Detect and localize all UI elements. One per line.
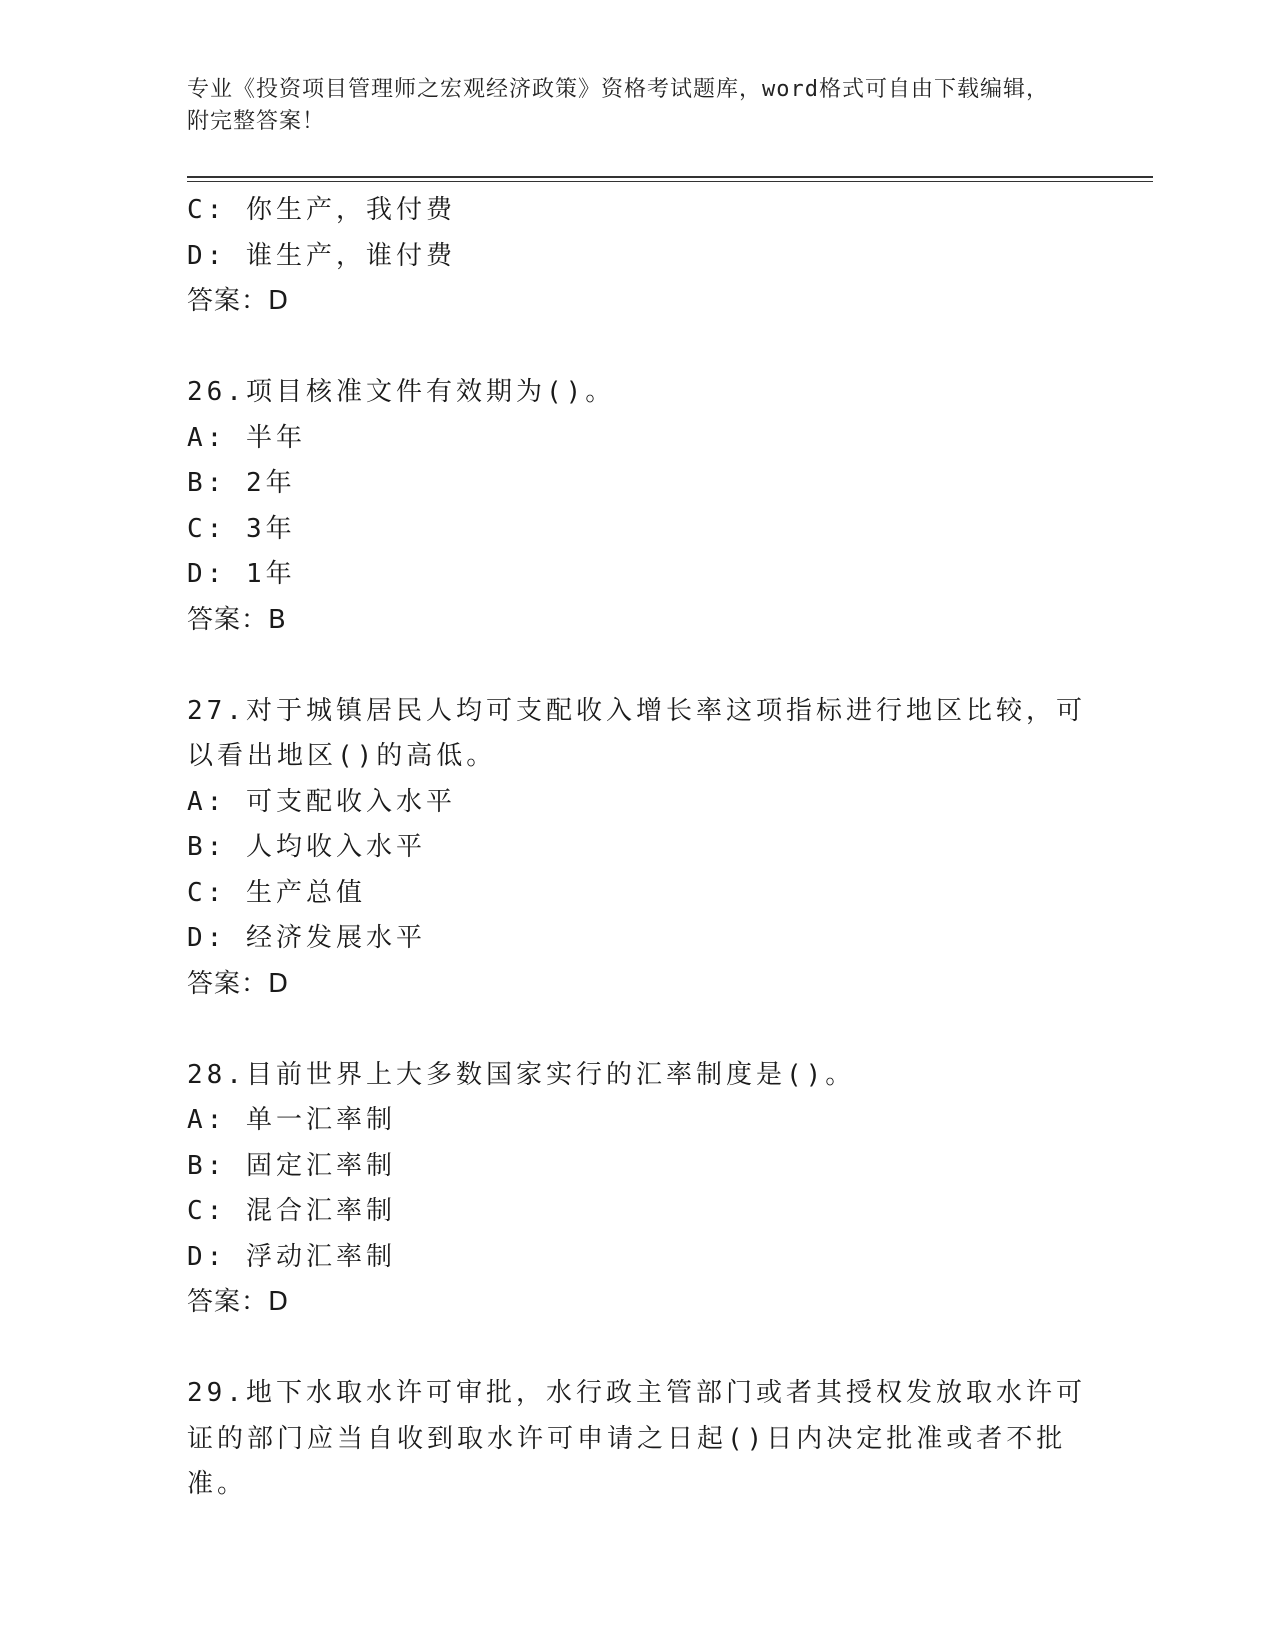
question-28-option-b: B: 固定汇率制: [187, 1150, 396, 1181]
document-header: 专业《投资项目管理师之宏观经济政策》资格考试题库，word格式可自由下载编辑，附完整答案！: [187, 77, 1049, 134]
spacer: [187, 1326, 1087, 1372]
question-26-answer: 答案：B: [187, 604, 287, 635]
question-list: [187, 188, 1087, 1508]
question-27-option-b: B: 人均收入水平: [187, 832, 426, 862]
question-27-answer: 答案：D: [187, 968, 290, 999]
question-26-option-c: C: 3年: [187, 513, 296, 544]
question-27-text: 27.对于城镇居民人均可支配收入增长率这项指标进行地区比较，可以看出地区()的高低。: [187, 695, 1086, 771]
spacer: [187, 325, 1087, 371]
question-26-option-b: B: 2年: [187, 468, 296, 498]
question-26-option-d: D: 1年: [187, 559, 296, 589]
spacer: [187, 1007, 1087, 1053]
answer-line: 答案：D: [187, 286, 290, 316]
spacer: [187, 643, 1087, 689]
question-28-option-d: D: 浮动汇率制: [187, 1241, 396, 1272]
question-27-option-d: D: 经济发展水平: [187, 923, 426, 953]
header-rule-thick: [187, 176, 1153, 178]
question-28-option-c: C: 混合汇率制: [187, 1196, 396, 1226]
question-28-text: 28.目前世界上大多数国家实行的汇率制度是()。: [187, 1059, 856, 1090]
option-d: D: 谁生产，谁付费: [187, 240, 456, 271]
question-29-text: 29.地下水取水许可审批，水行政主管部门或者其授权发放取水许可证的部门应当自收到取水许可申请之日起()日内决定批准或者不批准。: [187, 1378, 1086, 1499]
question-26-option-a: A: 半年: [187, 422, 306, 453]
question-26-text: 26.项目核准文件有效期为()。: [187, 377, 616, 407]
header-rule-thin: [187, 181, 1153, 182]
option-c: C: 你生产，我付费: [187, 195, 456, 225]
question-28-answer: 答案：D: [187, 1287, 290, 1317]
question-27-option-c: C: 生产总值: [187, 877, 366, 908]
question-28-option-a: A: 单一汇率制: [187, 1105, 396, 1135]
question-27-option-a: A: 可支配收入水平: [187, 786, 456, 817]
